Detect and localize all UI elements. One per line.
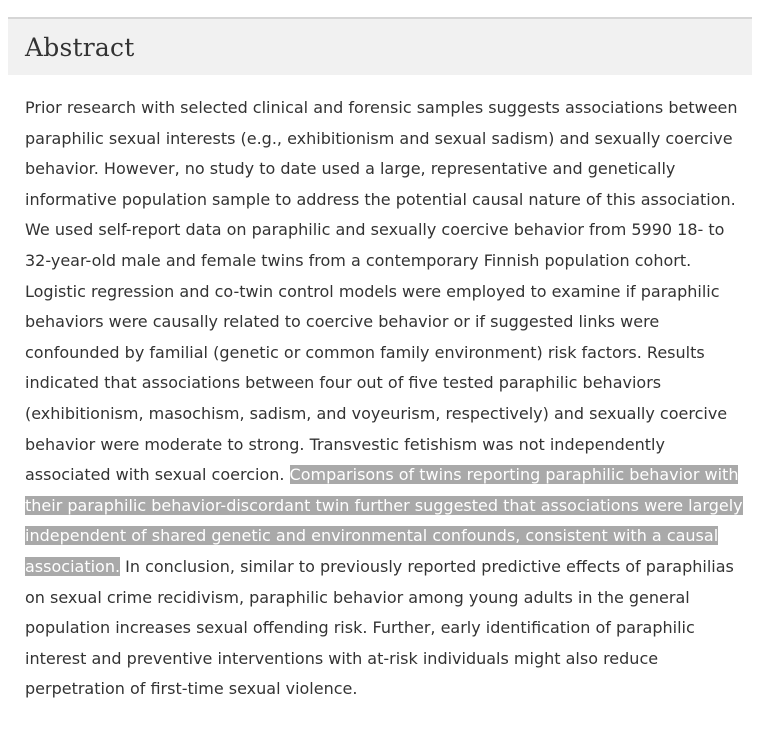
abstract-text-before[interactable]: Prior research with selected clinical and forensic samples suggests associations between paraphilic sexual interests (e.g., exhibitionism and sexual sadism) and sexually coercive behavior. However, no study to date used a large, representative and genetically informative population sample to address the potential causal nature of this association. We used self-report data on paraphilic and sexually coercive behavior from 5990 18- to 32-year-old male and female twins from a contemporary Finnish population cohort. Logistic regression and co-twin control models were employed to examine if paraphilic behaviors were causally related to coercive behavior or if suggested links were confounded by familial (genetic or common family environment) risk factors. Results indicated that associations between four out of five tested paraphilic behaviors (exhibitionism, masochism, sadism, and voyeurism, respectively) and sexually coercive behavior were moderate to strong. Transvestic fetishism was not independently associated with sexual coercion.: [25, 98, 738, 485]
abstract-text-after[interactable]: In conclusion, similar to previously reported predictive effects of paraphilias on sexual crime recidivism, paraphilic behavior among young adults in the general population increases sexual offending risk. Further, early identification of paraphilic interest and preventive interventions with at-risk individuals might also reduce perpetration of first-time sexual violence.: [25, 556, 734, 699]
abstract-header: [8, 17, 752, 75]
abstract-body[interactable]: [8, 75, 747, 705]
abstract-section: [8, 17, 752, 705]
abstract-text-selection[interactable]: Comparisons of twins reporting paraphilic behavior with their paraphilic behavior-discordant twin further suggested that associations were largely independent of shared genetic and environmental confounds, consistent with a causal association.: [25, 465, 743, 576]
abstract-heading: Abstract: [25, 32, 135, 62]
